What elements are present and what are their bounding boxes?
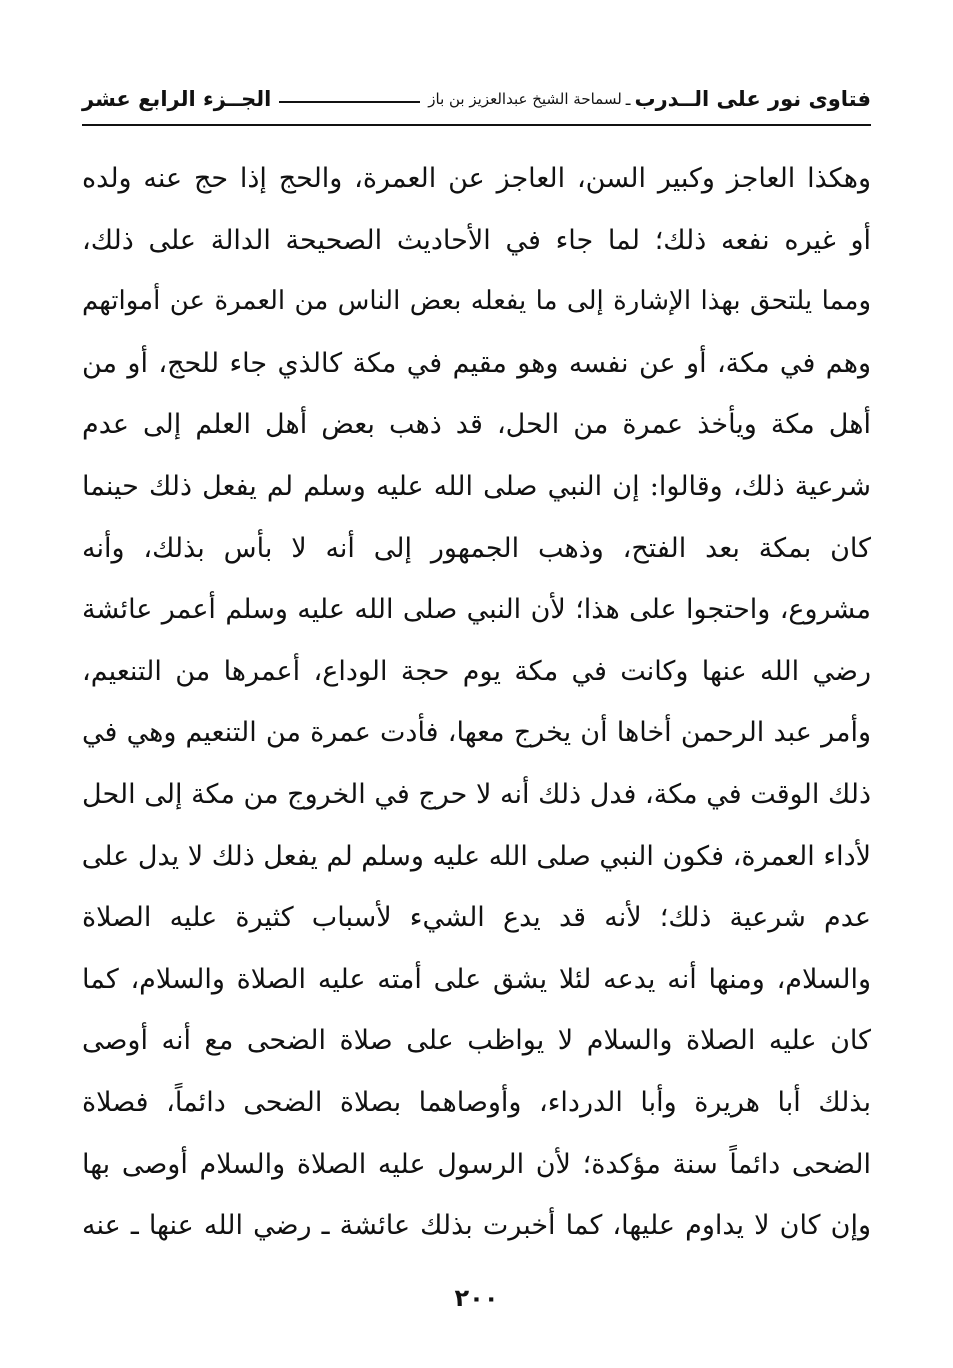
text-line: كان بمكة بعد الفتح، وذهب الجمهور إلى أنه لا بأس بذلك، وأنه [82,532,871,564]
text-line: كان عليه الصلاة والسلام لا يواظب على صلاة الضحى مع أنه أوصى [82,1025,871,1057]
text-line: وهكذا العاجز وكبير السن، العاجز عن العمرة، والحج إذا حج عنه ولده [82,163,871,194]
text-line: مشروع، واحتجوا على هذا؛ لأن النبي صلى الله عليه وسلم أعمر عائشة [82,594,871,626]
book-title: فتاوى نور على الــدرب [634,87,871,111]
volume-title: الجــزء الرابع عشر [82,87,272,111]
text-line: أهل مكة ويأخذ عمرة من الحل، قد ذهب بعض أهل العلم إلى عدم [82,409,871,441]
body-text [82,148,871,1257]
page-number: ٢٠٠ [454,1284,499,1312]
text-line: الضحى دائماً سنة مؤكدة؛ لأن الرسول عليه الصلاة والسلام أوصى بها [82,1148,871,1180]
text-line: وهم في مكة، أو عن نفسه وهو مقيم في مكة كالذي جاء للحج، أو من [82,347,871,379]
author-name: لسماحة الشيخ عبدالعزيز بن باز [428,90,622,108]
text-line: عدم شرعية ذلك؛ لأنه قد يدع الشيء لأسباب كثيرة عليه الصلاة [82,902,871,934]
text-line: ذلك الوقت في مكة، فدل ذلك أنه لا حرج في الخروج من مكة إلى الحل [82,778,871,810]
text-line: شرعية ذلك، وقالوا: إن النبي صلى الله عليه وسلم لم يفعل ذلك حينما [82,470,871,502]
header-separator: ـ [625,89,631,109]
text-line: وأمر عبد الرحمن أخاها أن يخرج معها، فأدت عمرة من التنعيم وهي في [82,717,871,749]
text-line: وإن كان لا يداوم عليها، كما أخبرت بذلك عائشة ـ رضي الله عنها ـ عنه [82,1210,871,1242]
page-header [82,84,871,114]
text-line: أو غيره نفعه ذلك؛ لما جاء في الأحاديث الصحيحة الدالة على ذلك، [82,224,871,256]
text-line: بذلك أبا هريرة وأبا الدرداء، وأوصاهما بصلاة الضحى دائماً، فصلاة [82,1086,871,1118]
header-rule [82,124,871,126]
text-line: لأداء العمرة، فكون النبي صلى الله عليه وسلم لم يفعل ذلك لا يدل على [82,840,871,872]
text-line: والسلام، ومنها أنه يدعه لئلا يشق على أمته عليه الصلاة والسلام، كما [82,963,871,995]
header-dash-line [279,101,420,103]
text-line: ومما يلتحق بهذا الإشارة إلى ما يفعله بعض الناس من العمرة عن أمواتهم [82,286,871,317]
text-line: رضي الله عنها وكانت في مكة يوم حجة الوداع، أعمرها من التنعيم، [82,655,871,687]
